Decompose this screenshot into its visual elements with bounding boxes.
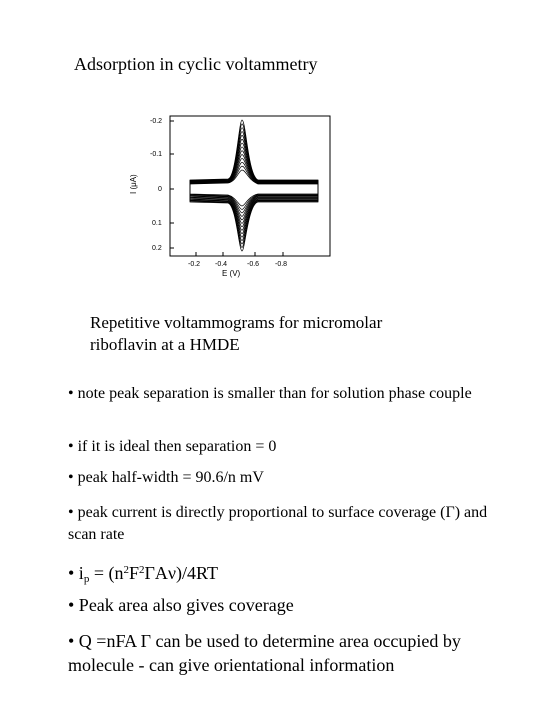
voltammogram-trace [190, 147, 318, 227]
y-tick-label: -0.1 [150, 151, 163, 158]
y-tick-label: 0.1 [152, 220, 162, 227]
x-axis-ticks [188, 252, 287, 268]
bullet-half-width: • peak half-width = 90.6/n mV [68, 469, 264, 486]
y-tick-label: 0.2 [152, 245, 162, 252]
page-title: Adsorption in cyclic voltammetry [74, 54, 318, 74]
bullet-ip-equation: • $i_p = (n^2F^2\Gamma A\nu)/4RT$ [68, 563, 218, 585]
bullet-ideal-separation: • if it is ideal then separation = 0 [68, 438, 277, 455]
gamma-symbol: Γ [140, 631, 152, 651]
voltammogram-trace [190, 128, 318, 244]
voltammogram-trace [190, 158, 318, 216]
bullet-charge-coverage: • Q =nFA Γ can be used to determine area occupied by molecule - can give orientational information [68, 631, 461, 675]
voltammogram-trace [190, 143, 318, 230]
x-tick-label: -0.4 [215, 261, 228, 268]
plot-frame [170, 116, 330, 256]
x-tick-label: -0.2 [188, 261, 201, 268]
voltammogram-curves [190, 120, 318, 251]
gamma-symbol: Γ [445, 504, 455, 521]
x-axis-label: E (V) [222, 269, 241, 278]
voltammogram-trace [190, 151, 318, 224]
voltammogram-trace [190, 124, 318, 248]
bullet-peak-current: • peak current is directly proportional to surface coverage (Γ) and scan rate [68, 504, 488, 543]
x-tick-label: -0.6 [247, 261, 260, 268]
y-tick-label: -0.2 [150, 118, 163, 125]
voltammogram-trace [190, 132, 318, 241]
bullet-peak-area: • Peak area also gives coverage [68, 595, 294, 615]
x-tick-label: -0.8 [275, 261, 288, 268]
voltammogram-trace [190, 120, 318, 251]
figure-caption: Repetitive voltammograms for micromolar riboflavin at a HMDE [90, 313, 383, 354]
voltammogram-trace [190, 155, 318, 220]
voltammogram-trace [190, 139, 318, 233]
voltammogram-trace [190, 135, 318, 237]
voltammogram-figure [118, 108, 348, 288]
bullet-peak-separation: • note peak separation is smaller than for solution phase couple [68, 385, 472, 402]
y-tick-label: 0 [158, 186, 162, 193]
y-axis-label: I (μA) [129, 174, 138, 194]
